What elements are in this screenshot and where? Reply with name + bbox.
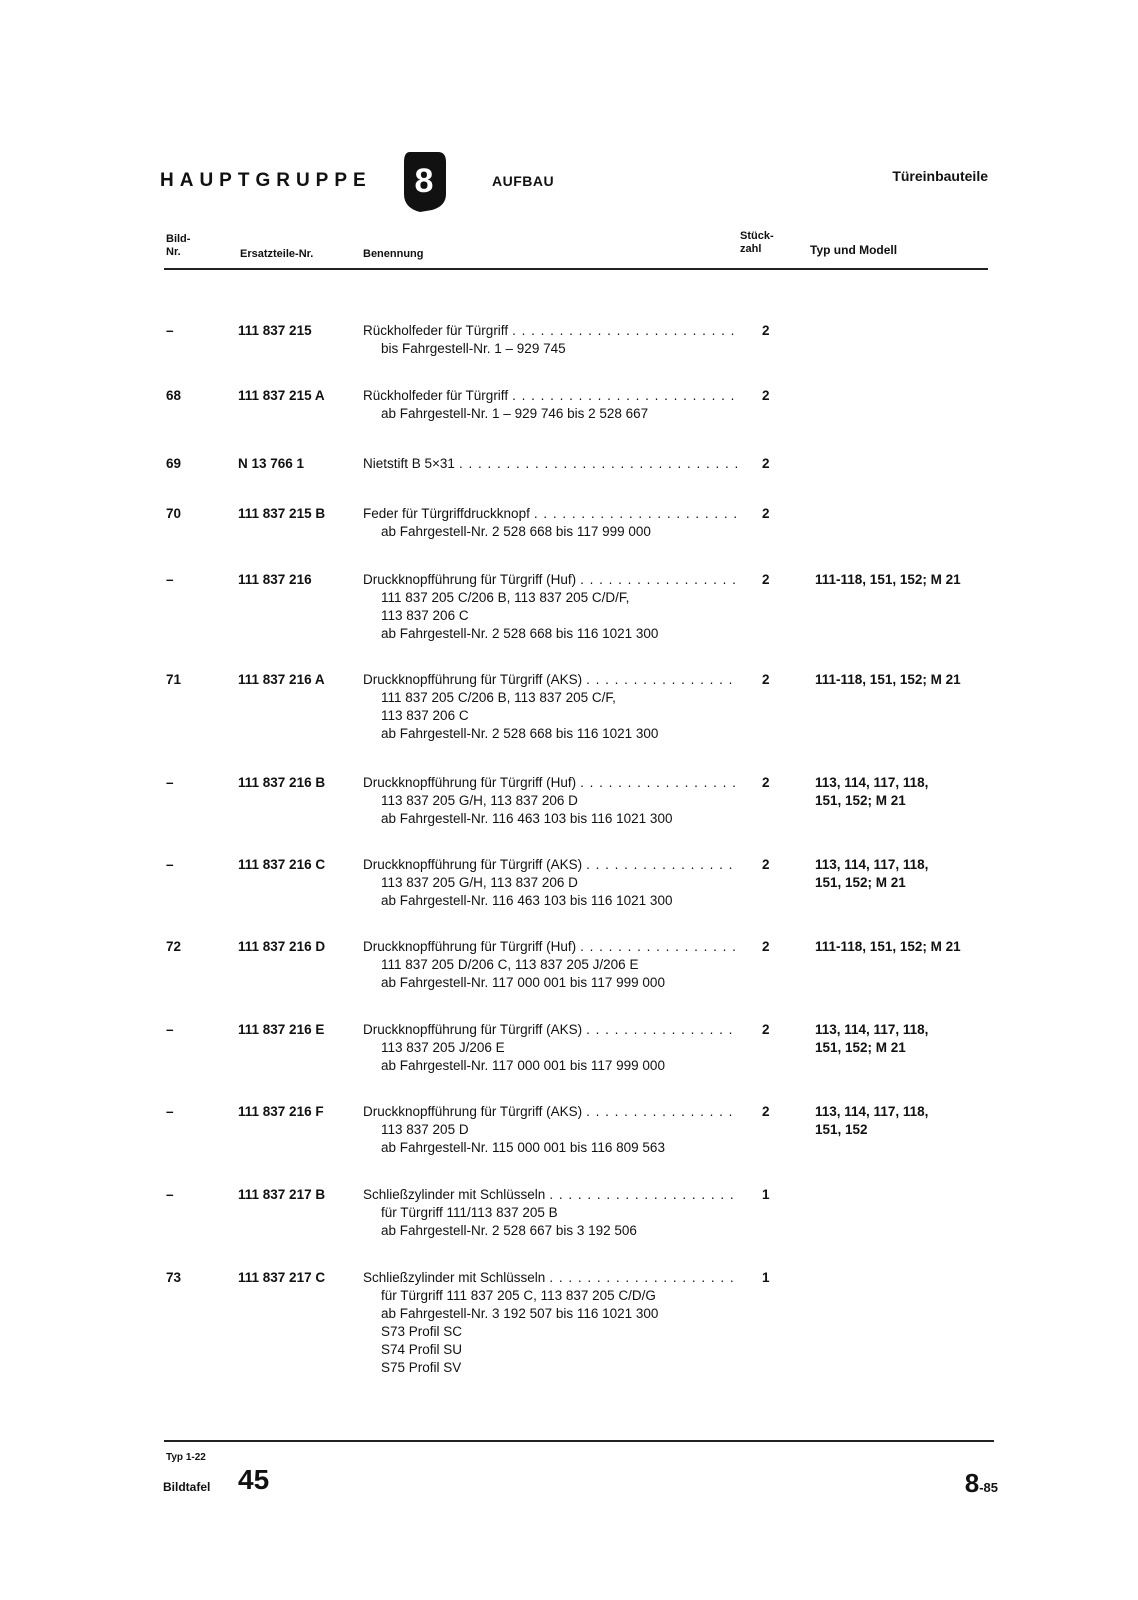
description <box>363 671 738 743</box>
description-detail: 111 837 205 C/206 B, 113 837 205 C/F, <box>381 690 616 705</box>
type-model-line: 111-118, 151, 152; M 21 <box>815 672 961 687</box>
description-main <box>363 938 738 956</box>
leader-dots <box>580 774 738 792</box>
description-detail: 113 837 205 D <box>381 1122 469 1137</box>
description-detail: 111 837 205 C/206 B, 113 837 205 C/D/F, <box>381 590 630 605</box>
description-detail: ab Fahrgestell-Nr. 116 463 103 bis 116 1021 300 <box>381 811 673 826</box>
description-title: Druckknopfführung für Türgriff (AKS) <box>363 1104 583 1119</box>
description-title: Druckknopfführung für Türgriff (Huf) <box>363 572 577 587</box>
bild-nr: – <box>166 1187 174 1202</box>
description-detail: ab Fahrgestell-Nr. 2 528 668 bis 117 999 000 <box>381 524 651 539</box>
part-number: N 13 766 1 <box>238 456 305 471</box>
part-number: 111 837 216 E <box>238 1022 325 1037</box>
description-detail: 113 837 205 G/H, 113 837 206 D <box>381 875 578 890</box>
description-title: Nietstift B 5×31 <box>363 456 455 471</box>
leader-dots <box>586 1021 738 1039</box>
quantity: 2 <box>762 456 770 471</box>
col-header-bild-nr <box>166 233 190 259</box>
group-badge-shape <box>402 150 446 212</box>
description-main <box>363 1021 738 1039</box>
description-detail: ab Fahrgestell-Nr. 2 528 667 bis 3 192 506 <box>381 1223 637 1238</box>
quantity: 2 <box>762 939 770 954</box>
footer-typ: Typ 1-22 <box>166 1452 206 1463</box>
description-detail: 113 837 205 G/H, 113 837 206 D <box>381 793 578 808</box>
part-number: 111 837 215 B <box>238 506 326 521</box>
quantity: 2 <box>762 323 770 338</box>
type-model-line: 151, 152; M 21 <box>815 875 906 890</box>
col-header-stueckzahl-line1: Stück- <box>740 230 774 242</box>
bild-nr: – <box>166 1022 174 1037</box>
description-title: Druckknopfführung für Türgriff (AKS) <box>363 672 583 687</box>
type-model-line: 151, 152; M 21 <box>815 793 906 808</box>
bild-nr: 72 <box>166 939 182 954</box>
description-detail: 113 837 205 J/206 E <box>381 1040 505 1055</box>
description <box>363 505 738 541</box>
leader-dots <box>549 1269 738 1287</box>
quantity: 2 <box>762 857 770 872</box>
bild-nr: 73 <box>166 1270 182 1285</box>
type-model-line: 111-118, 151, 152; M 21 <box>815 939 961 954</box>
quantity: 2 <box>762 388 770 403</box>
quantity: 2 <box>762 1022 770 1037</box>
bild-nr: – <box>166 572 174 587</box>
part-number: 111 837 216 D <box>238 939 326 954</box>
type-model <box>815 856 1005 892</box>
quantity: 2 <box>762 506 770 521</box>
description-main <box>363 571 738 589</box>
type-model-line: 113, 114, 117, 118, <box>815 1104 929 1119</box>
col-header-stueckzahl-line2: zahl <box>740 243 762 255</box>
bild-nr: 68 <box>166 388 182 403</box>
description-title: Druckknopfführung für Türgriff (AKS) <box>363 857 583 872</box>
bild-nr: – <box>166 775 174 790</box>
leader-dots <box>512 322 738 340</box>
description <box>363 387 738 423</box>
description-main <box>363 1186 738 1204</box>
description-detail: ab Fahrgestell-Nr. 2 528 668 bis 116 1021 300 <box>381 726 659 741</box>
leader-dots <box>580 938 738 956</box>
description-detail: ab Fahrgestell-Nr. 1 – 929 746 bis 2 528 667 <box>381 406 649 421</box>
part-number: 111 837 217 C <box>238 1270 326 1285</box>
bild-nr: – <box>166 323 174 338</box>
col-header-stueckzahl <box>740 230 774 256</box>
description-detail: für Türgriff 111 837 205 C, 113 837 205 C/D/G <box>381 1288 656 1303</box>
description-title: Schließzylinder mit Schlüsseln <box>363 1187 546 1202</box>
leader-dots <box>534 505 738 523</box>
description-main <box>363 387 738 405</box>
description-main <box>363 671 738 689</box>
description <box>363 322 738 358</box>
type-model <box>815 671 1005 689</box>
description-main <box>363 455 738 473</box>
description-main <box>363 1103 738 1121</box>
quantity: 2 <box>762 572 770 587</box>
part-number: 111 837 217 B <box>238 1187 326 1202</box>
description-detail: S73 Profil SC <box>381 1324 463 1339</box>
description-detail: bis Fahrgestell-Nr. 1 – 929 745 <box>381 341 566 356</box>
type-model <box>815 938 1005 956</box>
group-name: AUFBAU <box>492 173 555 189</box>
leader-dots <box>512 387 738 405</box>
bild-nr: – <box>166 1104 174 1119</box>
description <box>363 571 738 643</box>
leader-dots <box>549 1186 738 1204</box>
col-header-typ-modell: Typ und Modell <box>810 243 898 257</box>
description <box>363 1186 738 1240</box>
description-title: Rückholfeder für Türgriff <box>363 388 509 403</box>
page-number <box>965 1468 998 1499</box>
leader-dots <box>580 571 738 589</box>
description-main <box>363 856 738 874</box>
type-model-line: 111-118, 151, 152; M 21 <box>815 572 961 587</box>
part-number: 111 837 216 A <box>238 672 325 687</box>
type-model <box>815 1021 1005 1057</box>
group-number: 8 <box>414 162 434 200</box>
type-model-line: 151, 152 <box>815 1122 868 1137</box>
description <box>363 774 738 828</box>
description-title: Druckknopfführung für Türgriff (Huf) <box>363 775 577 790</box>
col-header-benennung: Benennung <box>363 248 424 260</box>
description-detail: ab Fahrgestell-Nr. 116 463 103 bis 116 1021 300 <box>381 893 673 908</box>
part-number: 111 837 216 <box>238 572 312 587</box>
description-main <box>363 322 738 340</box>
footer-bildtafel-label: Bildtafel <box>163 1480 211 1494</box>
description-title: Druckknopfführung für Türgriff (Huf) <box>363 939 577 954</box>
type-model-line: 151, 152; M 21 <box>815 1040 906 1055</box>
description-detail: S74 Profil SU <box>381 1342 463 1357</box>
description-detail: ab Fahrgestell-Nr. 115 000 001 bis 116 809 563 <box>381 1140 665 1155</box>
description <box>363 1103 738 1157</box>
quantity: 2 <box>762 1104 770 1119</box>
part-number: 111 837 215 <box>238 323 312 338</box>
description-title: Feder für Türgriffdruckknopf <box>363 506 530 521</box>
type-model-line: 113, 114, 117, 118, <box>815 1022 929 1037</box>
description-main <box>363 505 738 523</box>
description-detail: 113 837 206 C <box>381 608 469 623</box>
footer-bildtafel-number: 45 <box>238 1464 270 1495</box>
description-main <box>363 1269 738 1287</box>
col-header-bild-nr-line1: Bild- <box>166 233 191 245</box>
description-detail: für Türgriff 111/113 837 205 B <box>381 1205 558 1220</box>
section-title: Türeinbauteile <box>892 168 988 184</box>
description-detail: ab Fahrgestell-Nr. 117 000 001 bis 117 999 000 <box>381 1058 665 1073</box>
leader-dots <box>586 856 738 874</box>
bild-nr: 69 <box>166 456 182 471</box>
leader-dots <box>586 671 738 689</box>
col-header-ersatzteile-nr: Ersatzteile-Nr. <box>240 248 314 260</box>
type-model-line: 113, 114, 117, 118, <box>815 857 929 872</box>
description-detail: 113 837 206 C <box>381 708 469 723</box>
description-title: Schließzylinder mit Schlüsseln <box>363 1270 546 1285</box>
description <box>363 856 738 910</box>
quantity: 2 <box>762 775 770 790</box>
description <box>363 1021 738 1075</box>
quantity: 1 <box>762 1270 770 1285</box>
page-number-main: 8 <box>964 1468 980 1498</box>
bild-nr: 71 <box>166 672 182 687</box>
description-main <box>363 774 738 792</box>
description-title: Rückholfeder für Türgriff <box>363 323 509 338</box>
part-number: 111 837 216 F <box>238 1104 324 1119</box>
description-detail: ab Fahrgestell-Nr. 117 000 001 bis 117 999 000 <box>381 975 665 990</box>
description <box>363 455 738 473</box>
leader-dots <box>459 455 738 473</box>
quantity: 1 <box>762 1187 770 1202</box>
type-model <box>815 1103 1005 1139</box>
description-detail: 111 837 205 D/206 C, 113 837 205 J/206 E <box>381 957 639 972</box>
part-number: 111 837 216 B <box>238 775 326 790</box>
header-rule <box>164 268 988 270</box>
quantity: 2 <box>762 672 770 687</box>
type-model-line: 113, 114, 117, 118, <box>815 775 929 790</box>
description <box>363 938 738 992</box>
description <box>363 1269 738 1377</box>
group-number-badge <box>402 150 446 212</box>
bild-nr: – <box>166 857 174 872</box>
bild-nr: 70 <box>166 506 182 521</box>
leader-dots <box>586 1103 738 1121</box>
type-model <box>815 774 1005 810</box>
description-title: Druckknopfführung für Türgriff (AKS) <box>363 1022 583 1037</box>
group-label: HAUPTGRUPPE <box>160 170 372 191</box>
col-header-bild-nr-line2: Nr. <box>166 246 181 258</box>
part-number: 111 837 215 A <box>238 388 325 403</box>
footer-rule <box>164 1440 994 1442</box>
part-number: 111 837 216 C <box>238 857 326 872</box>
description-detail: S75 Profil SV <box>381 1360 462 1375</box>
page-number-sub: -85 <box>979 1480 998 1495</box>
description-detail: ab Fahrgestell-Nr. 2 528 668 bis 116 1021 300 <box>381 626 659 641</box>
type-model <box>815 571 1005 589</box>
description-detail: ab Fahrgestell-Nr. 3 192 507 bis 116 1021 300 <box>381 1306 659 1321</box>
